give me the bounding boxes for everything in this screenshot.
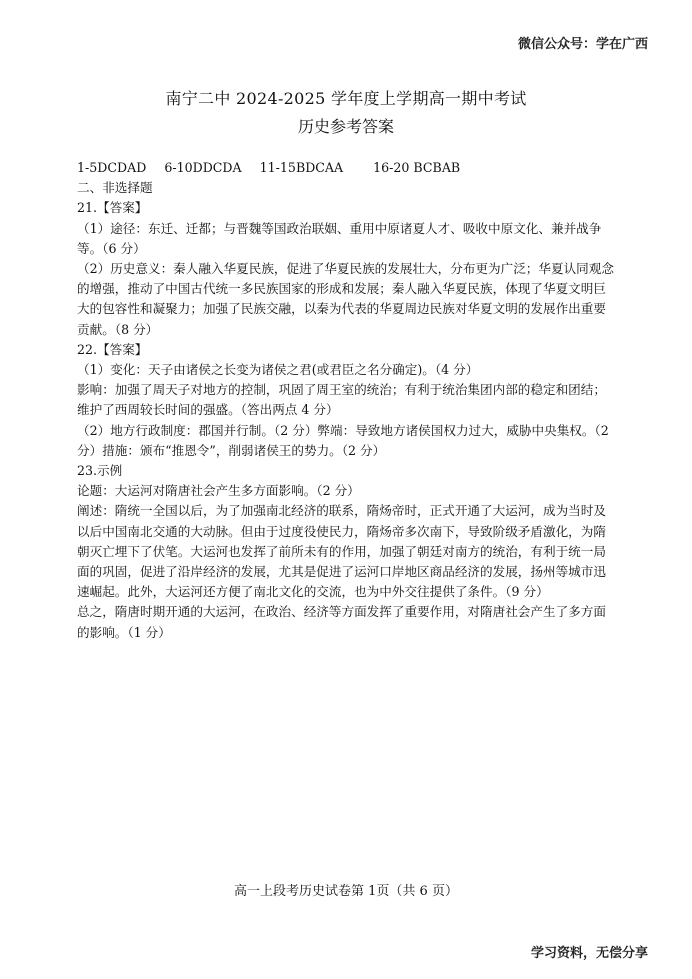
q22-part2: （2）地方行政制度：郡国并行制。（2 分）弊端：导致地方诸侯国权力过大，威胁中央集权。（2 分）措施：颁布“推恩令”，削弱诸侯王的势力。（2 分） [77,422,609,458]
watermark-top: 微信公众号：学在广西 [517,37,648,52]
q23-conclusion: 总之，隋唐时期开通的大运河，在政治、经济等方面发挥了重要作用，对隋唐社会产生了多方面的影响。（1 分） [77,604,606,640]
page-title: 南宁二中 2024-2025 学年度上学期高一期中考试 [165,89,527,108]
q21-part2: （2）历史意义：秦人融入华夏民族，促进了华夏民族的发展壮大，分布更为广泛；华夏认同观念的增强，推动了中国古代统一多民族国家的形成和发展；秦人融入华夏民族，体现了华夏文明巨大的包容性和凝聚力；加强了民族交融，以秦为代表的华夏周边民族对华夏文明的发展作出重要贡献。（8 分） [77,261,614,337]
choice-answers-11-15: 11-15BDCAA [259,160,344,175]
q23-heading: 23.示例 [77,463,123,479]
watermark-bottom: 学习资料，无偿分享 [530,946,648,961]
choice-answers-6-10: 6-10DDCDA [164,160,242,175]
q22-part1: （1）变化：天子由诸侯之长变为诸侯之君(或君臣之名分确定)。（4 分） [77,362,479,378]
section-heading: 二、非选择题 [77,180,153,196]
q23-thesis: 论题：大运河对隋唐社会产生多方面影响。（2 分） [77,483,360,499]
choice-answers-1-5: 1-5DCDAD [77,160,147,175]
choice-answers-16-20: 16-20 BCBAB [373,160,461,175]
page-subtitle: 历史参考答案 [297,117,394,136]
q22-heading: 22.【答案】 [77,341,148,357]
q22-impact: 影响：加强了周天子对地方的控制，巩固了周王室的统治；有利于统治集团内部的稳定和团结；维护了西周较长时间的强盛。（答出两点 4 分） [77,382,606,418]
q21-heading: 21.【答案】 [77,200,148,216]
choice-answers [77,158,617,178]
answer-content [77,158,617,643]
page-footer: 高一上段考历史试卷第 1页（共 6 页） [234,884,458,899]
q21-part1: （1）途径：东迁、迁都；与晋魏等国政治联姻、重用中原诸夏人才、吸收中原文化、兼并战争等。（6 分） [77,220,602,256]
q23-argument: 阐述：隋统一全国以后，为了加强南北经济的联系，隋炀帝时，正式开通了大运河，成为当时及以后中国南北交通的大动脉。但由于过度役使民力，隋炀帝多次南下，导致阶级矛盾激化，为隋朝灭亡埋下了伏笔。大运河也发挥了前所未有的作用，加强了朝廷对南方的统治，有利于统一局面的巩固，促进了沿岸经济的发展，尤其是促进了运河口岸地区商品经济的发展，扬州等城市迅速崛起。此外，大运河还方便了南北文化的交流，也为中外交往提供了条件。（9 分） [77,503,606,600]
